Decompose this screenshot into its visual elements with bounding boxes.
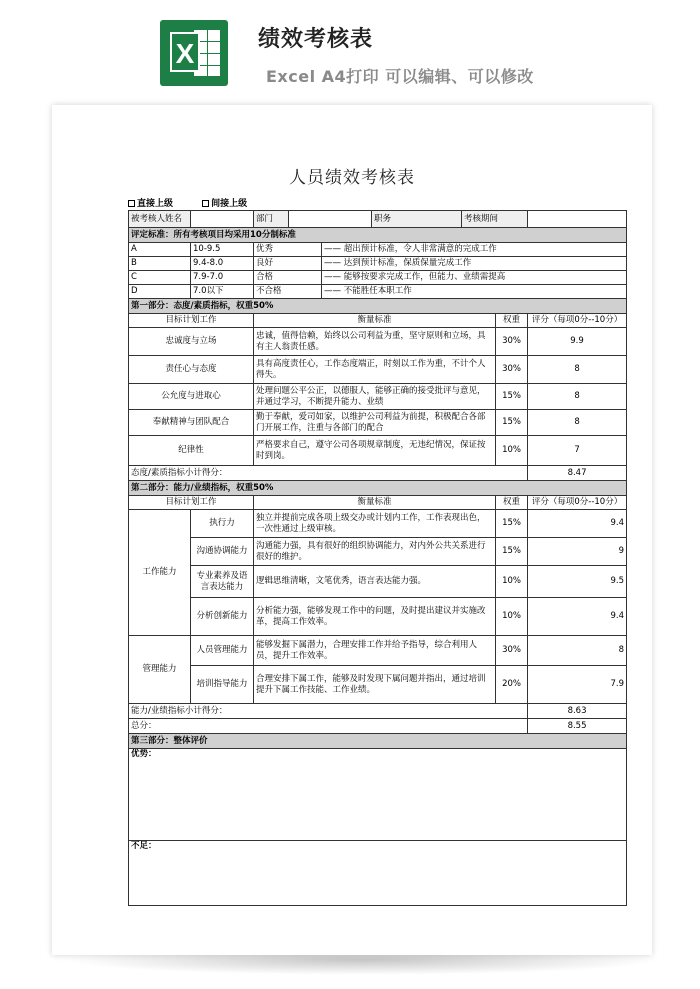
position-label: 职务 bbox=[372, 211, 462, 228]
standard-row: C 7.9-7.0 合格 —— 能够按要求完成工作，但能力、业绩需提高 bbox=[129, 271, 627, 285]
dept-field[interactable] bbox=[289, 211, 372, 228]
supervisor-checkboxes bbox=[128, 196, 273, 209]
score-cell[interactable]: 9.4 bbox=[528, 510, 627, 538]
part2-column-headers: 目标计划工作 衡量标准 权重 评分（每项0分--10分） bbox=[129, 496, 627, 510]
document-page bbox=[52, 105, 652, 955]
part2-subtotal: 8.63 bbox=[528, 704, 627, 719]
pros-field[interactable]: 优势： bbox=[129, 749, 627, 841]
checkbox-icon bbox=[202, 200, 209, 207]
part2-header: 第二部分：能力/业绩指标，权重50% bbox=[129, 481, 627, 496]
part1-column-headers: 目标计划工作 衡量标准 权重 评分（每项0分--10分） bbox=[129, 314, 627, 328]
table-row: 忠诚度与立场 忠诚，值得信赖，始终以公司利益为重，坚守原则和立场，具有主人翁责任感。 30% 9.9 bbox=[129, 328, 627, 356]
part1-subtotal: 8.47 bbox=[528, 466, 627, 481]
excel-icon: X bbox=[160, 20, 228, 86]
score-cell[interactable]: 8 bbox=[528, 636, 627, 666]
table-row: 公允度与进取心 处理问题公平公正，以德服人，能够正确的接受批评与意见，并通过学习，不断提升能力、业绩 15% 8 bbox=[129, 384, 627, 410]
evaluation-table bbox=[128, 210, 627, 906]
dept-label: 部门 bbox=[254, 211, 289, 228]
cons-row bbox=[129, 841, 627, 906]
total-row: 总分： 8.55 bbox=[129, 719, 627, 734]
table-row: 责任心与态度 具有高度责任心，工作态度端正，时刻以工作为重，不计个人得失。 30% 8 bbox=[129, 356, 627, 384]
period-label: 考核期间 bbox=[462, 211, 528, 228]
part2-subtotal-row: 能力/业绩指标小计得分： 8.63 bbox=[129, 704, 627, 719]
table-row: 奉献精神与团队配合 勤于奉献，爱司如家，以维护公司利益为前提，积极配合各部门开展工作，注重与各部门的配合 15% 8 bbox=[129, 410, 627, 436]
score-cell[interactable]: 8 bbox=[528, 410, 627, 436]
table-row: 专业素养及语言表达能力 逻辑思维清晰，文笔优秀，语言表达能力强。 10% 9.5 bbox=[129, 566, 627, 598]
info-row bbox=[129, 211, 627, 228]
part1-header: 第一部分：态度/素质指标，权重50% bbox=[129, 299, 627, 314]
table-row: 纪律性 严格要求自己，遵守公司各项规章制度，无违纪情况，保证按时到岗。 10% 7 bbox=[129, 436, 627, 466]
cons-field[interactable]: 不足： bbox=[129, 841, 627, 906]
part1-subtotal-row: 态度/素质指标小计得分： 8.47 bbox=[129, 466, 627, 481]
score-cell[interactable]: 7.9 bbox=[528, 666, 627, 704]
score-cell[interactable]: 9.4 bbox=[528, 598, 627, 636]
score-cell[interactable]: 9.5 bbox=[528, 566, 627, 598]
score-cell[interactable]: 9 bbox=[528, 538, 627, 566]
name-field[interactable] bbox=[191, 211, 254, 228]
period-field[interactable] bbox=[528, 211, 627, 228]
standard-row: A 10-9.5 优秀 —— 超出预计标准，令人非常满意的完成工作 bbox=[129, 243, 627, 257]
banner-title: 绩效考核表 bbox=[258, 27, 374, 52]
score-cell[interactable]: 8 bbox=[528, 356, 627, 384]
table-row: 工作能力 执行力 独立并提前完成各项上级交办或计划内工作，工作表现出色，一次性通过上级审核。 15% 9.4 bbox=[129, 510, 627, 538]
total-score: 8.55 bbox=[528, 719, 627, 734]
check-direct[interactable]: 直接上级 bbox=[128, 199, 173, 209]
table-row: 培训指导能力 合理安排下属工作，能够及时发现下属问题并指出，通过培训提升下属工作技能、工作业绩。 20% 7.9 bbox=[129, 666, 627, 704]
banner-subtitle: Excel A4打印 可以编辑、可以修改 bbox=[266, 67, 534, 86]
checkbox-icon bbox=[128, 200, 135, 207]
header-banner bbox=[0, 0, 700, 100]
table-row: 管理能力 人员管理能力 能够发掘下属潜力，合理安排工作并给予指导，综合利用人员，提升工作效率。 30% 8 bbox=[129, 636, 627, 666]
standard-row: D 7.0以下 不合格 —— 不能胜任本职工作 bbox=[129, 285, 627, 299]
score-cell[interactable]: 7 bbox=[528, 436, 627, 466]
group-work-ability: 工作能力 bbox=[129, 510, 191, 636]
table-row: 分析创新能力 分析能力强，能够发现工作中的问题，及时提出建议并实施改革，提高工作效率。 10% 9.4 bbox=[129, 598, 627, 636]
document-title: 人员绩效考核表 bbox=[289, 168, 415, 188]
standard-row: B 9.4-8.0 良好 —— 达到预计标准，保质保量完成工作 bbox=[129, 257, 627, 271]
group-management-ability: 管理能力 bbox=[129, 636, 191, 704]
score-cell[interactable]: 8 bbox=[528, 384, 627, 410]
part3-header: 第三部分：整体评价 bbox=[129, 734, 627, 749]
table-row: 沟通协调能力 沟通能力强，具有很好的组织协调能力，对内外公共关系进行很好的维护。 15% 9 bbox=[129, 538, 627, 566]
score-cell[interactable]: 9.9 bbox=[528, 328, 627, 356]
check-indirect[interactable]: 间接上级 bbox=[202, 199, 247, 209]
name-label: 被考核人姓名 bbox=[129, 211, 191, 228]
pros-row bbox=[129, 749, 627, 841]
standard-header: 评定标准：所有考核项目均采用10分制标准 bbox=[129, 228, 627, 243]
